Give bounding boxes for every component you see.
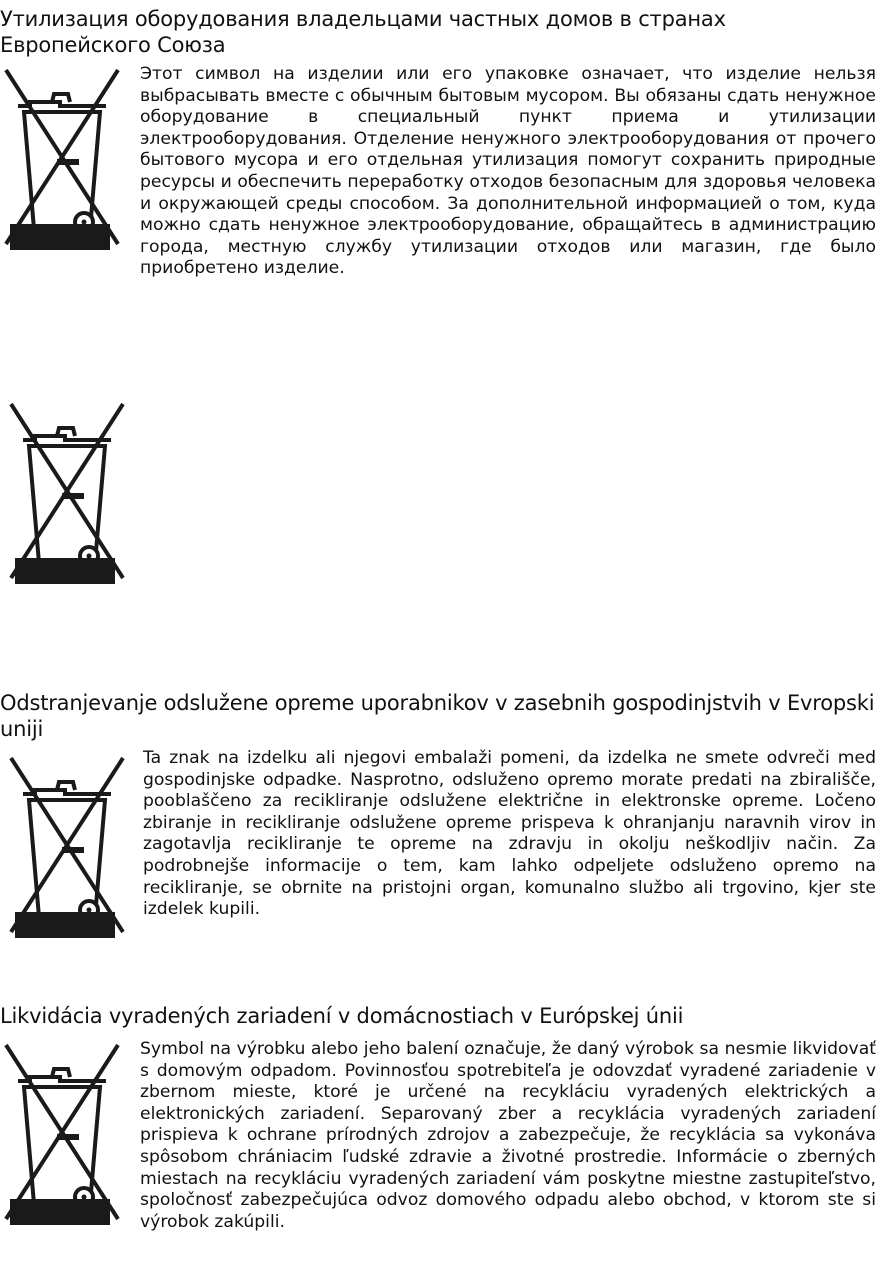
section-heading: Утилизация оборудования владельцами частных домов в странах Европейского Союза <box>0 7 726 57</box>
section-heading: Likvidácia vyradených zariadení v domácnostiach v Európskej únii <box>0 1004 684 1028</box>
section-body: Ta znak na izdelku ali njegovi embalaži pomeni, da izdelka ne smete odvreči med gospodinjske odpadke. Nasprotno, odsluženo opremo morate predati na zbirališče, pooblaščeno za recikliranje odslužene električne in elektronske opreme. Ločeno zbiranje in recikliranje odslužene opreme prispeva k ohranjanju naravnih virov in zagotavlja recikliranje te opreme na zdravju in okolju neškodljiv način. Za podrobnejše informacije o tem, kam lahko odpeljete odsluženo opremo na recikliranje, se obrnite na pristojni organ, komunalno službo ali trgovino, kjer ste izdelek kupili. <box>143 748 876 920</box>
section-body: Этот символ на изделии или его упаковке означает, что изделие нельзя выбрасывать вместе с обычным бытовым мусором. Вы обязаны сдать ненужное оборудование в специальный пункт приема и утилизации электрооборудования. Отделение ненужного электрооборудования от прочего бытового мусора и его отдельная утилизация помогут сохранить природные ресурсы и обеспечить переработку отходов безопасным для здоровья человека и окружающей среды способом. За дополнительной информацией о том, куда можно сдать ненужное электрооборудование, обращайтесь в администрацию города, местную службу утилизации отходов или магазин, где было приобретено изделие. <box>140 64 876 279</box>
crossed-out-wheeled-bin-icon <box>0 1039 140 1235</box>
section-slovak <box>0 1003 881 1235</box>
section-heading: Odstranjevanje odslužene opreme uporabnikov v zasebnih gospodinjstvih v Evropski uniji <box>0 691 875 741</box>
crossed-out-wheeled-bin-icon <box>5 398 130 608</box>
section-russian <box>0 6 881 280</box>
section-slovenian <box>0 690 881 921</box>
crossed-out-wheeled-bin-icon <box>0 64 140 260</box>
section-body: Symbol na výrobku alebo jeho balení označuje, že daný výrobok sa nesmie likvidovať s domovým odpadom. Povinnosťou spotrebiteľa je odovzdať vyradené zariadenie v zbernom mieste, ktoré je určené na recykláciu vyradených elektrických a elektronických zariadení. Separovaný zber a recyklácia vyradených zariadení prispieva k ochrane prírodných zdrojov a zabezpečuje, že recyklácia sa vykonáva spôsobom chrániacim ľudské zdravie a životné prostredie. Informácie o zberných miestach na recykláciu vyradených zariadení vám poskytne miestne zastupiteľstvo, spoločnosť zabezpečujúca odvoz domového odpadu alebo obchod, v ktorom ste si výrobok zakúpili. <box>140 1039 876 1232</box>
crossed-out-wheeled-bin-icon <box>5 752 130 962</box>
